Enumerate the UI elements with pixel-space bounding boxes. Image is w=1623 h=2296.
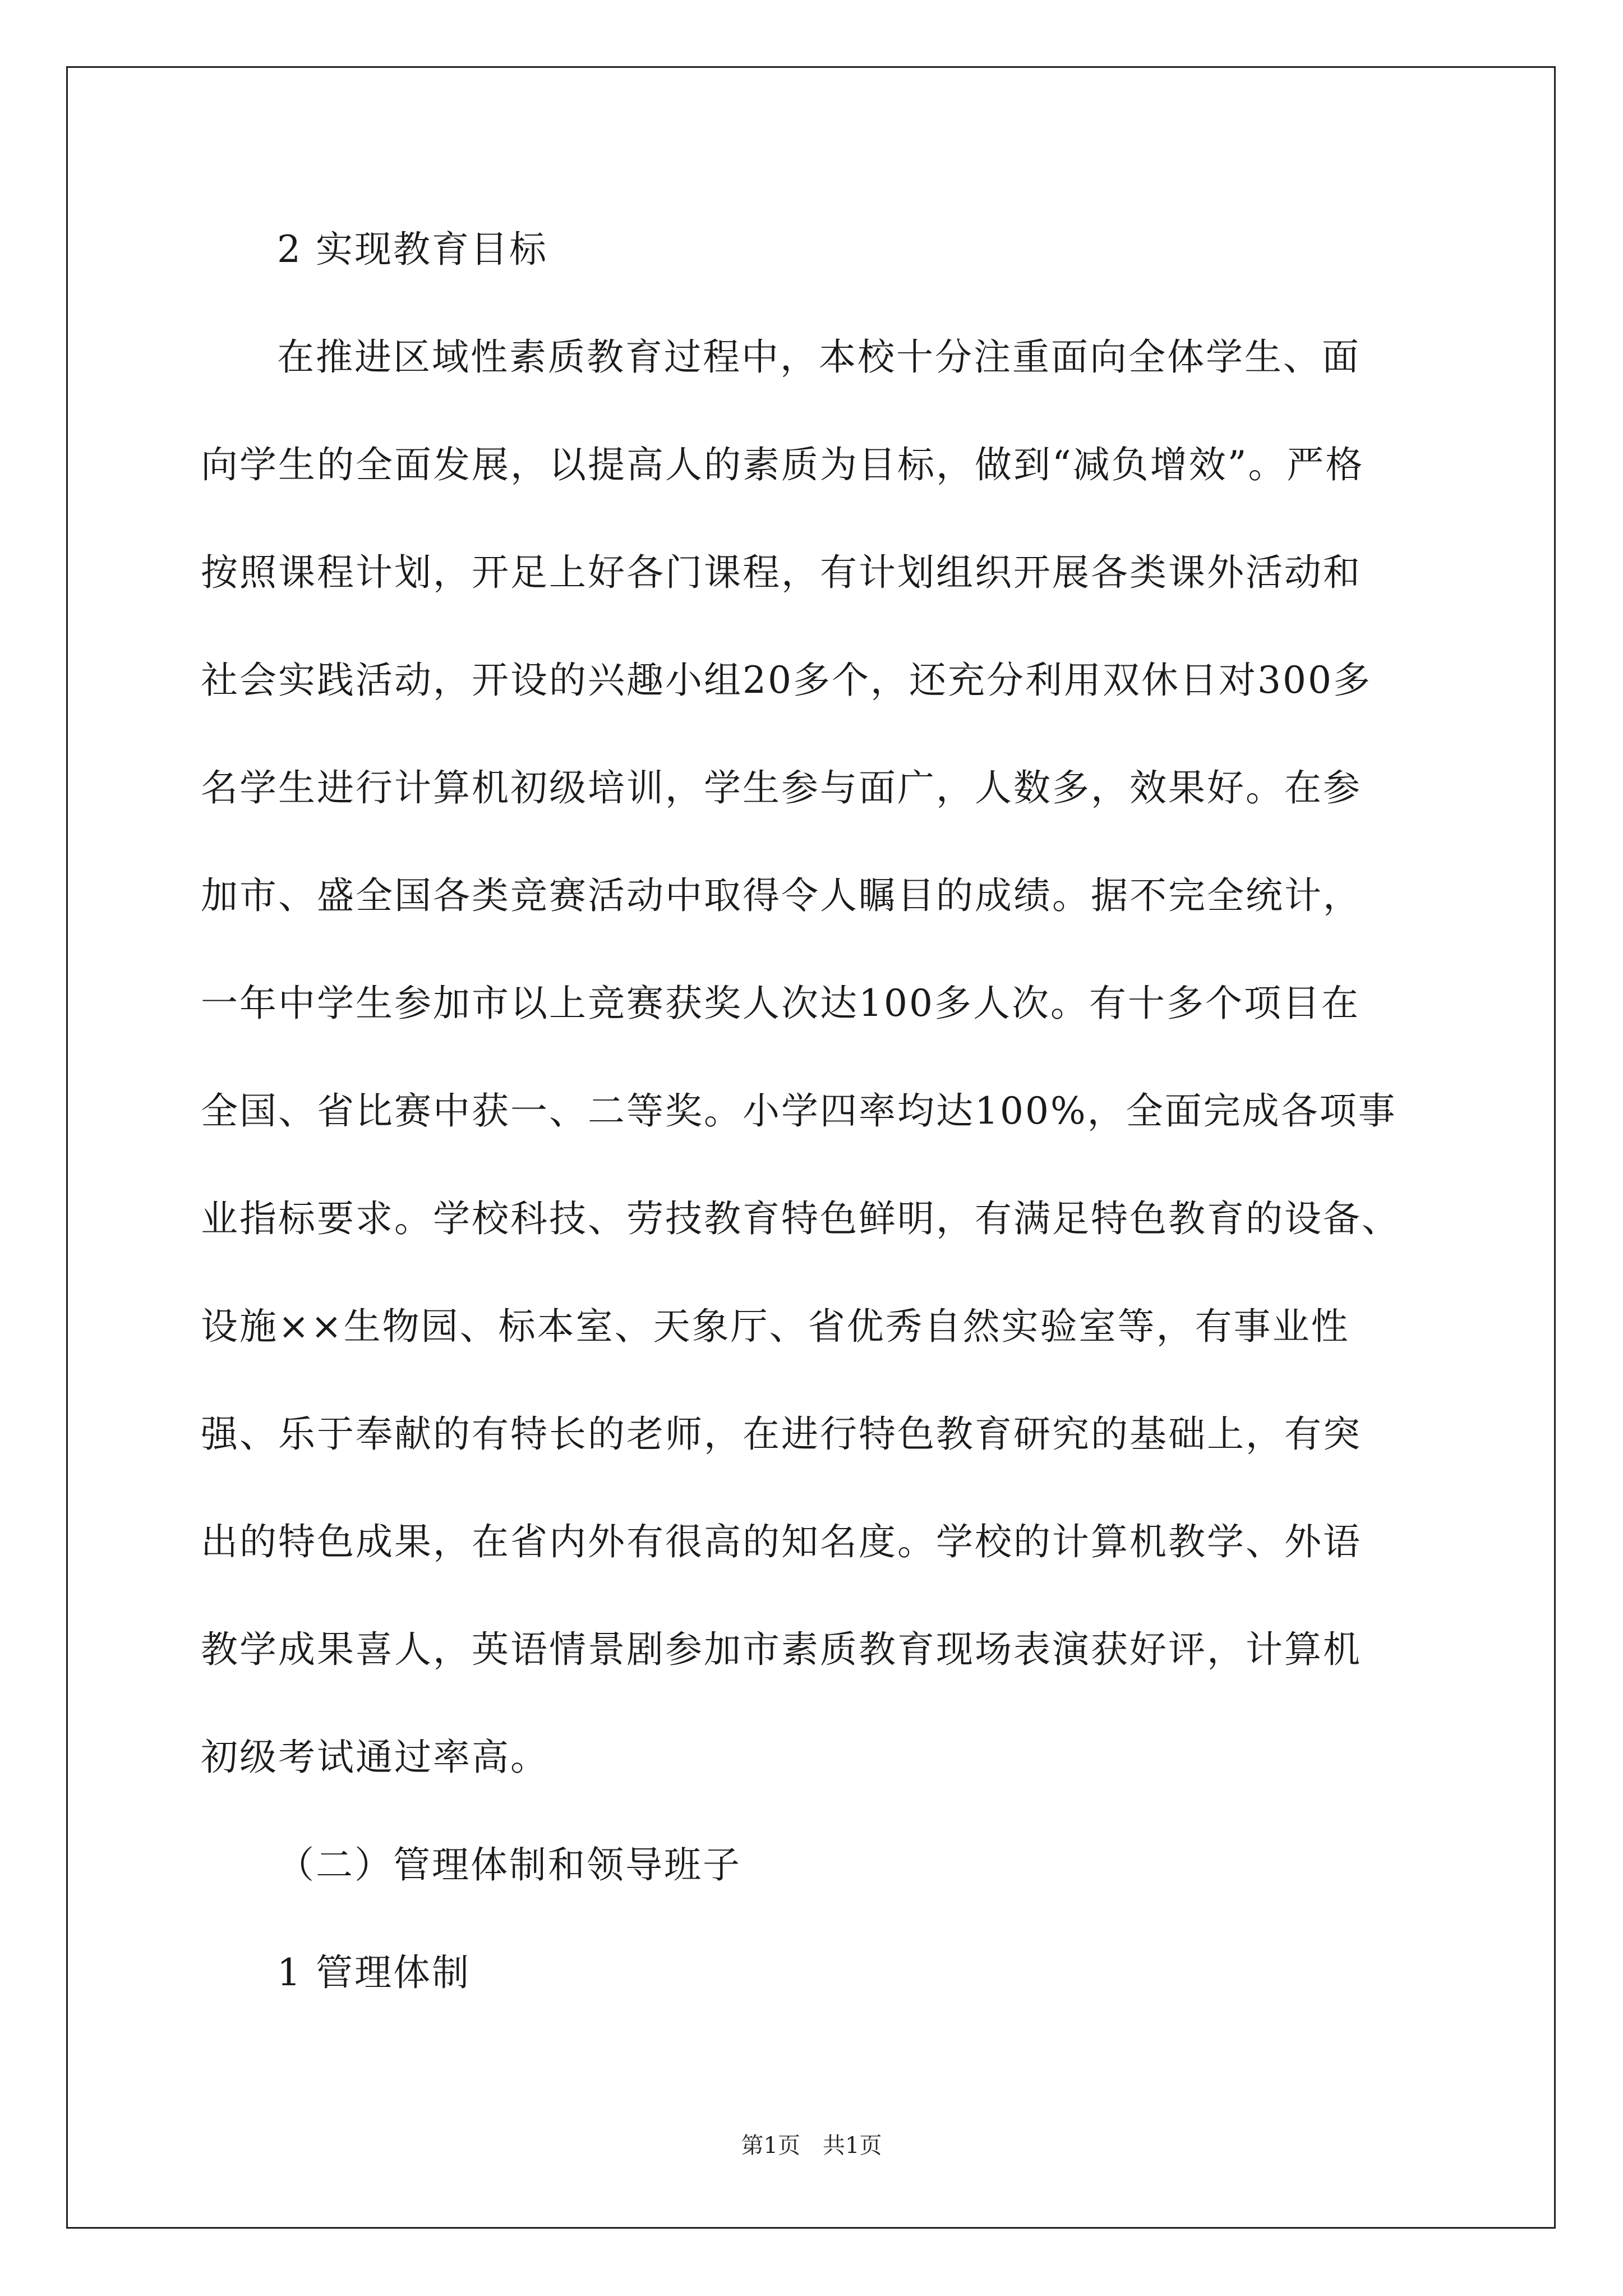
paragraph-line-4: 社会实践活动，开设的兴趣小组20多个，还充分利用双休日对300多 bbox=[201, 659, 1372, 702]
paragraph-line-11: 强、乐于奉献的有特长的老师，在进行特色教育研究的基础上，有突 bbox=[201, 1412, 1362, 1456]
paragraph-line-9: 业指标要求。学校科技、劳技教育特色鲜明，有满足特色教育的设备、 bbox=[201, 1197, 1400, 1240]
page-border bbox=[66, 66, 1556, 2229]
paragraph-line-7: 一年中学生参加市以上竞赛获奖人次达100多人次。有十多个项目在 bbox=[201, 982, 1360, 1025]
paragraph-line-6: 加市、盛全国各类竞赛活动中取得令人瞩目的成绩。据不完全统计， bbox=[201, 874, 1362, 917]
paragraph-line-10: 设施××生物园、标本室、天象厅、省优秀自然实验室等，有事业性 bbox=[201, 1305, 1350, 1348]
paragraph-line-5: 名学生进行计算机初级培训，学生参与面广，人数多，效果好。在参 bbox=[201, 766, 1362, 809]
paragraph-line-3: 按照课程计划，开足上好各门课程，有计划组织开展各类课外活动和 bbox=[201, 551, 1362, 594]
subsection-heading-management-system: 1 管理体制 bbox=[277, 1951, 471, 1994]
page-footer: 第1页 共1页 bbox=[741, 2133, 882, 2159]
paragraph-line-14: 初级考试通过率高。 bbox=[201, 1736, 549, 1779]
paragraph-line-1: 在推进区域性素质教育过程中，本校十分注重面向全体学生、面 bbox=[277, 335, 1361, 379]
paragraph-line-13: 教学成果喜人，英语情景剧参加市素质教育现场表演获好评，计算机 bbox=[201, 1628, 1362, 1671]
paragraph-line-12: 出的特色成果，在省内外有很高的知名度。学校的计算机教学、外语 bbox=[201, 1520, 1362, 1563]
section-heading-education-goals: 2 实现教育目标 bbox=[277, 228, 548, 271]
paragraph-line-2: 向学生的全面发展，以提高人的素质为目标，做到“减负增效”。严格 bbox=[201, 443, 1364, 486]
section-heading-management: （二）管理体制和领导班子 bbox=[277, 1843, 741, 1887]
paragraph-line-8: 全国、省比赛中获一、二等奖。小学四率均达100%，全面完成各项事 bbox=[201, 1089, 1397, 1133]
